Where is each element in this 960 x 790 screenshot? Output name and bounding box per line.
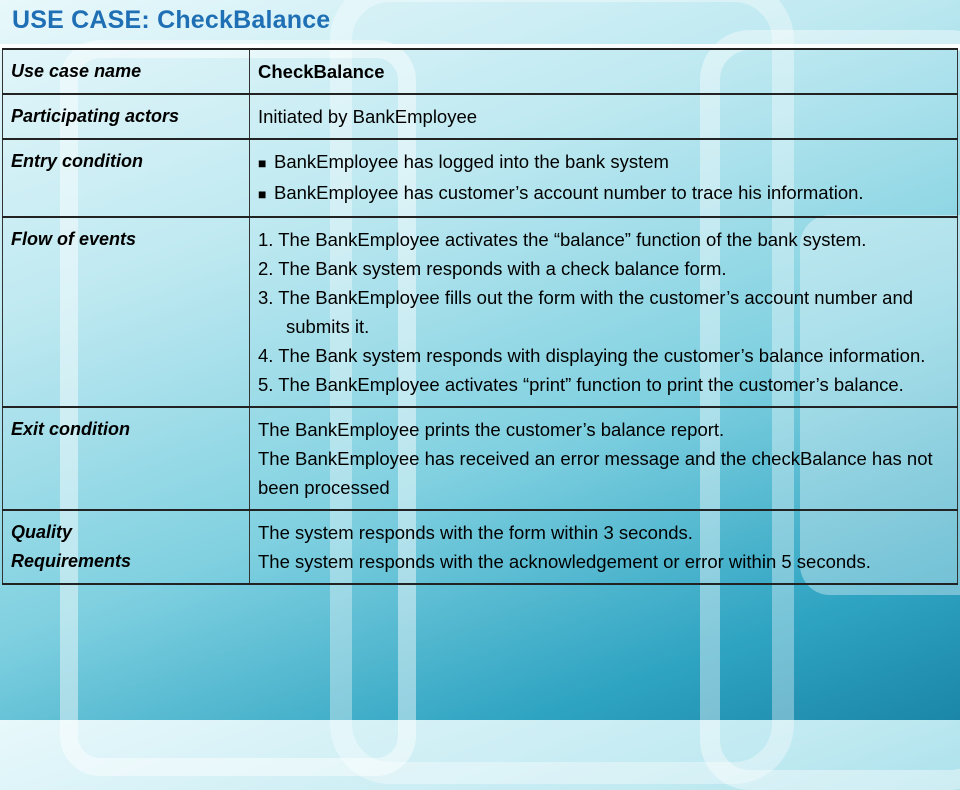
row-label-entry-condition: Entry condition (3, 139, 250, 217)
entry-condition-text: BankEmployee has logged into the bank system (274, 151, 669, 172)
list-item: 1. The BankEmployee activates the “balance” function of the bank system. (258, 229, 867, 250)
table-row (3, 94, 958, 139)
list-item: 5. The BankEmployee activates “print” function to print the customer’s balance. (258, 374, 904, 395)
row-label-quality-requirements (3, 510, 250, 584)
exit-condition-line: The BankEmployee prints the customer’s balance report. (258, 419, 725, 440)
row-label-exit-condition: Exit condition (3, 407, 250, 510)
quality-requirement-line: The system responds with the form within 3 seconds. (258, 522, 693, 543)
table-row (3, 49, 958, 94)
slide-title: USE CASE: CheckBalance (12, 6, 331, 34)
entry-condition-text: BankEmployee has customer’s account number to trace his information. (274, 182, 864, 203)
table-row (3, 407, 958, 510)
table-row (3, 217, 958, 407)
exit-condition-line: The BankEmployee has received an error message and the checkBalance has not been processed (258, 448, 933, 498)
row-label-flow-of-events: Flow of events (3, 217, 250, 407)
exit-condition-value (250, 407, 958, 510)
quality-requirement-line: The system responds with the acknowledgement or error within 5 seconds. (258, 551, 871, 572)
row-label-line: Quality (11, 522, 73, 542)
list-item: 4. The Bank system responds with displaying the customer’s balance information. (258, 345, 926, 366)
list-item (258, 147, 949, 178)
row-label-participating-actors: Participating actors (3, 94, 250, 139)
list-item: 2. The Bank system responds with a check balance form. (258, 258, 727, 279)
list-item (258, 178, 949, 209)
table-row (3, 510, 958, 584)
list-item: 3. The BankEmployee fills out the form with the customer’s account number and submits it. (258, 287, 914, 337)
table-row (3, 139, 958, 217)
use-case-table (2, 48, 958, 585)
flow-of-events-value (250, 217, 958, 407)
bullet-icon: ■ (258, 186, 267, 202)
row-label-use-case-name: Use case name (3, 49, 250, 94)
entry-condition-value (250, 139, 958, 217)
quality-requirements-value (250, 510, 958, 584)
row-label-line: Requirements (11, 551, 132, 571)
participating-actors-value: Initiated by BankEmployee (250, 94, 958, 139)
use-case-name-value: CheckBalance (250, 49, 958, 94)
bullet-icon: ■ (258, 155, 267, 171)
